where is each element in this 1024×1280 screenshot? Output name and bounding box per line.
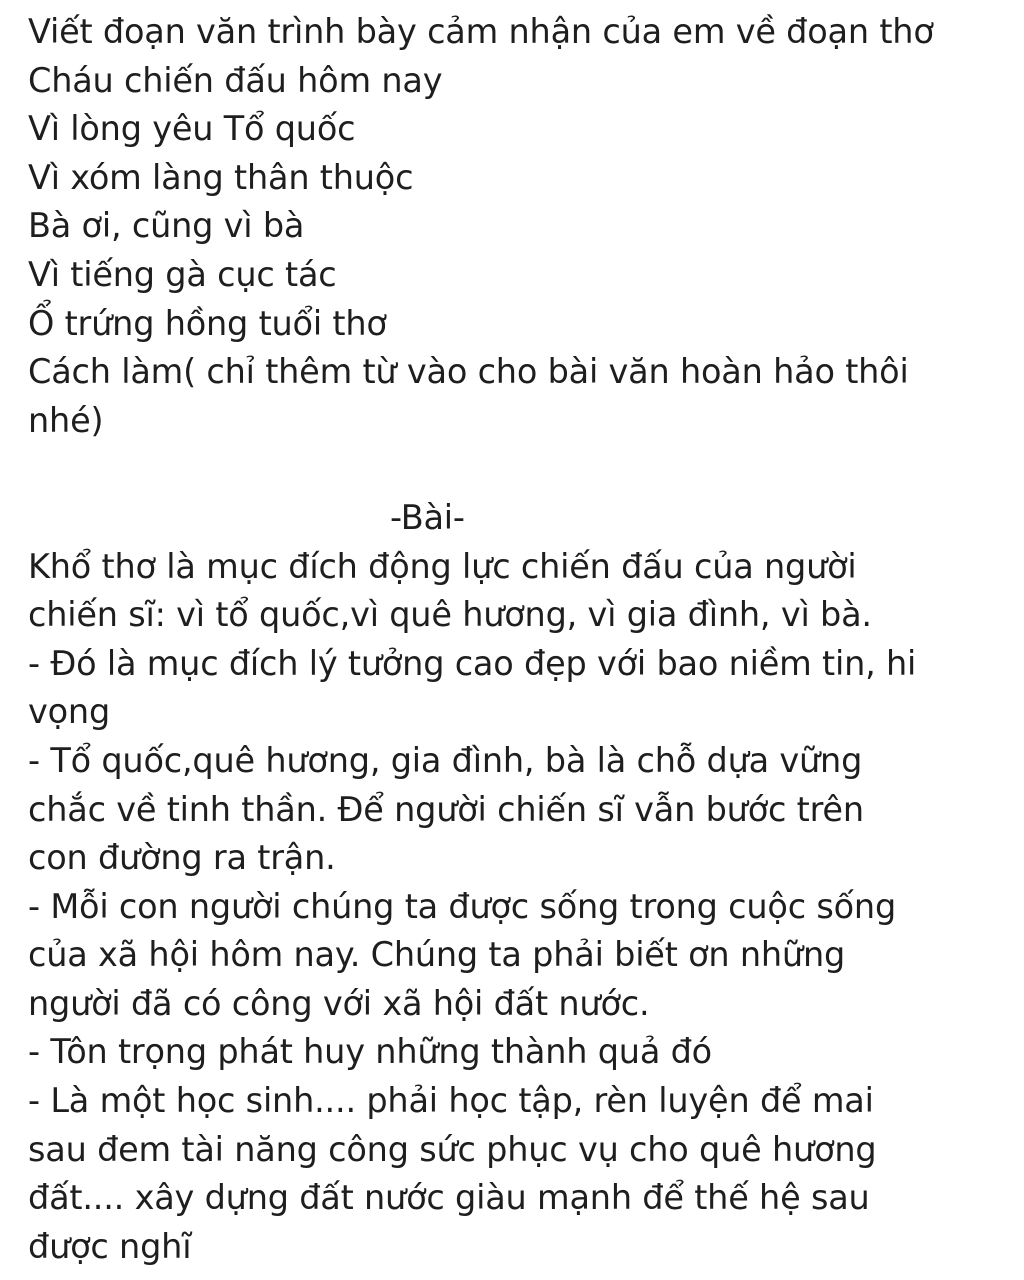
essay-line: - Đó là mục đích lý tưởng cao đẹp với bao niềm tin, hi <box>28 643 917 683</box>
essay-line: con đường ra trận. <box>28 838 336 878</box>
poem-line: Vì tiếng gà cục tác <box>28 254 337 294</box>
instruction-line: Cách làm( chỉ thêm từ vào cho bài văn hoàn hảo thôi <box>28 352 909 392</box>
prompt-line: Viết đoạn văn trình bày cảm nhận của em về đoạn thơ <box>28 12 934 51</box>
poem-line: Ổ trứng hồng tuổi thơ <box>28 303 387 343</box>
essay-line: của xã hội hôm nay. Chúng ta phải biết ơn những <box>28 935 846 975</box>
poem-line: Vì xóm làng thân thuộc <box>28 157 414 197</box>
document-body <box>28 8 1008 1271</box>
essay-line: chiến sĩ: vì tổ quốc,vì quê hương, vì gia đình, vì bà. <box>28 595 872 635</box>
poem-line: Bà ơi, cũng vì bà <box>28 206 305 246</box>
essay-line: Khổ thơ là mục đích động lực chiến đấu của người <box>28 546 857 586</box>
poem-line: Vì lòng yêu Tổ quốc <box>28 109 356 149</box>
essay-line: được nghĩ <box>28 1226 192 1266</box>
essay-line: sau đem tài năng công sức phục vụ cho quê hương <box>28 1129 877 1169</box>
section-title: -Bài- <box>390 497 465 537</box>
essay-line: người đã có công với xã hội đất nước. <box>28 983 650 1023</box>
spacer <box>28 445 1008 494</box>
essay-line: chắc về tinh thần. Để người chiến sĩ vẫn bước trên <box>28 789 864 829</box>
poem-line: Cháu chiến đấu hôm nay <box>28 60 443 100</box>
essay-line: - Tổ quốc,quê hương, gia đình, bà là chỗ dựa vững <box>28 740 863 780</box>
instruction-line: nhé) <box>28 400 104 440</box>
essay-line: đất.... xây dựng đất nước giàu mạnh để thế hệ sau <box>28 1178 870 1218</box>
essay-line: - Là một học sinh.... phải học tập, rèn luyện để mai <box>28 1081 874 1121</box>
essay-line: - Tôn trọng phát huy những thành quả đó <box>28 1032 712 1072</box>
essay-line: vọng <box>28 692 111 732</box>
essay-line: - Mỗi con người chúng ta được sống trong cuộc sống <box>28 886 897 926</box>
